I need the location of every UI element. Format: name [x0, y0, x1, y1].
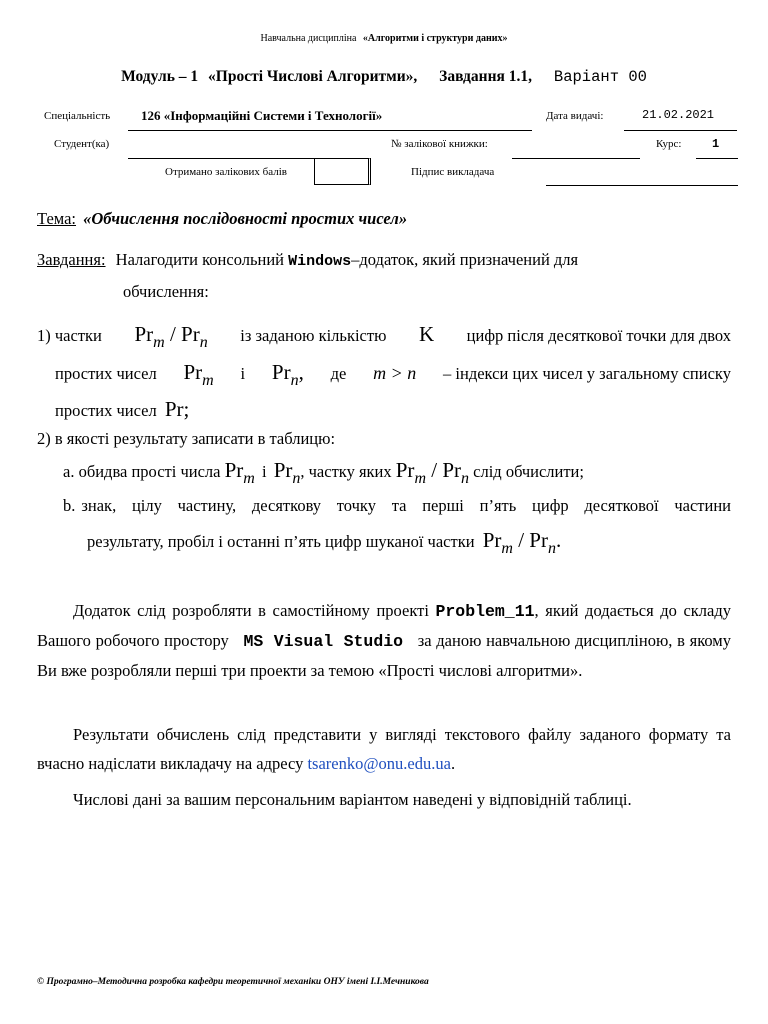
math-2a-prn: $Pr_n$	[273, 458, 301, 487]
item-1-text-c: цифр після десяткової точки для двох	[466, 326, 731, 345]
item-2b-text-1: знак, цілу частину, десяткову точку та перші п’ять цифр десяткової частини	[81, 496, 731, 515]
course-value: 1	[712, 137, 720, 151]
specialty-underline	[128, 130, 532, 131]
gradebook-label: № залікової книжки:	[391, 138, 488, 150]
item-2a-text-2: , частку яких	[300, 462, 392, 481]
course-label: Курс:	[656, 138, 682, 150]
course-underline	[696, 158, 738, 159]
topic-line	[37, 209, 407, 229]
paragraph-results: Результати обчислень слід представити у вигляді текстового файлу заданого формату та вчасно надіслати викладачу на адресу tsarenko@onu.edu.ua.	[37, 725, 731, 773]
topic-text: «Обчислення послідовності простих чисел»	[83, 209, 408, 228]
discipline-line	[0, 33, 768, 44]
specialty-value: 126 «Інформаційні Системи і Технології»	[141, 108, 383, 123]
paragraph-data: Числові дані за вашим персональним варіантом наведені у відповідній таблиці.	[73, 790, 632, 809]
assignment-text-before: Налагодити консольний	[115, 250, 284, 269]
module-title-line	[0, 68, 768, 86]
item-1-text-b: із заданою кількістю	[240, 326, 387, 345]
discipline-prefix: Навчальна дисципліна	[260, 33, 357, 44]
math-prm-over-prn: $Pr_m / Pr_n$	[134, 322, 208, 351]
points-box[interactable]	[314, 158, 371, 185]
topic-label: Тема:	[37, 209, 77, 228]
item-2a-text-1: обидва прості числа	[78, 462, 221, 481]
item-1-text-e: де	[330, 364, 347, 383]
windows-keyword: Windows	[288, 253, 352, 270]
ide-name: MS Visual Studio	[243, 632, 404, 651]
student-label: Студент(ка)	[54, 138, 110, 150]
and-1: і	[240, 364, 246, 383]
project-name: Problem_11	[435, 602, 535, 621]
signature-label: Підпис викладача	[411, 166, 495, 178]
signature-field[interactable]	[546, 185, 738, 186]
item-2b-text-2: результату, пробіл і останні п’ять цифр шуканої частки	[87, 532, 475, 551]
math-2a-ratio: $Pr_m / Pr_n$	[395, 458, 470, 487]
item-1-line-2	[55, 360, 731, 389]
item-2a-num: a.	[63, 462, 75, 481]
gradebook-number-field[interactable]	[512, 158, 640, 159]
footer-copyright: © Програмно–Методична розробка кафедри теоретичної механіки ОНУ імені І.І.Мечникова	[37, 977, 429, 987]
email-link[interactable]: tsarenko@onu.edu.ua	[307, 754, 451, 773]
math-condition: m > n	[373, 363, 417, 383]
item-2b-num: b.	[63, 496, 76, 515]
specialty-label: Спеціальність	[44, 110, 111, 122]
assignment-line-1	[37, 250, 578, 270]
module-label: Модуль – 1	[121, 68, 199, 85]
module-title: «Прості Числові Алгоритми»,	[208, 68, 418, 85]
date-value: 21.02.2021	[642, 108, 715, 122]
and-2: і	[261, 462, 267, 481]
assignment-text-after: –додаток, який призначений для	[351, 250, 579, 269]
math-k: K	[418, 322, 435, 346]
assignment-line-2: обчислення:	[123, 282, 209, 301]
item-1-line-3	[55, 397, 189, 422]
item-2a-text-3: слід обчислити;	[473, 462, 584, 481]
math-pr: Pr;	[164, 397, 190, 421]
item-1-text-d: простих чисел	[55, 364, 157, 383]
task-number: Завдання 1.1,	[439, 68, 533, 85]
math-2a-prm: $Pr_m$	[224, 458, 255, 487]
math-prn: $Pr_n$,	[271, 360, 304, 389]
assignment-label: Завдання:	[37, 250, 106, 269]
math-2b-ratio: $Pr_m / Pr_n$.	[482, 528, 562, 557]
item-1-line-1	[37, 322, 731, 351]
item-2a-line	[63, 458, 584, 487]
date-label: Дата видачі:	[546, 110, 604, 122]
item-1-text-g: простих чисел	[55, 401, 157, 420]
paragraph-project: Додаток слід розробляти в самостійному проекті Problem_11, який додається до складу Вашого робочого простору MS Visual Studio за даною навчальною дисципліною, в якому Ви вже розробляли перші три проекти за темою «Прості числові алгоритми».	[37, 601, 732, 680]
date-underline	[624, 130, 737, 131]
discipline-name: «Алгоритми і структури даних»	[362, 33, 508, 44]
points-label: Отримано залікових балів	[165, 166, 287, 178]
item-1-text-f: – індекси цих чисел у загальному списку	[443, 364, 731, 383]
item-2b-line-1	[63, 496, 731, 516]
item-2b-line-2	[87, 528, 562, 557]
variant-label: Варіант 00	[553, 68, 647, 86]
item-2-line: 2) в якості результату записати в таблицю:	[37, 429, 336, 448]
item-1-num-text: 1) частки	[37, 326, 102, 345]
math-prm: $Pr_m$	[183, 360, 214, 389]
